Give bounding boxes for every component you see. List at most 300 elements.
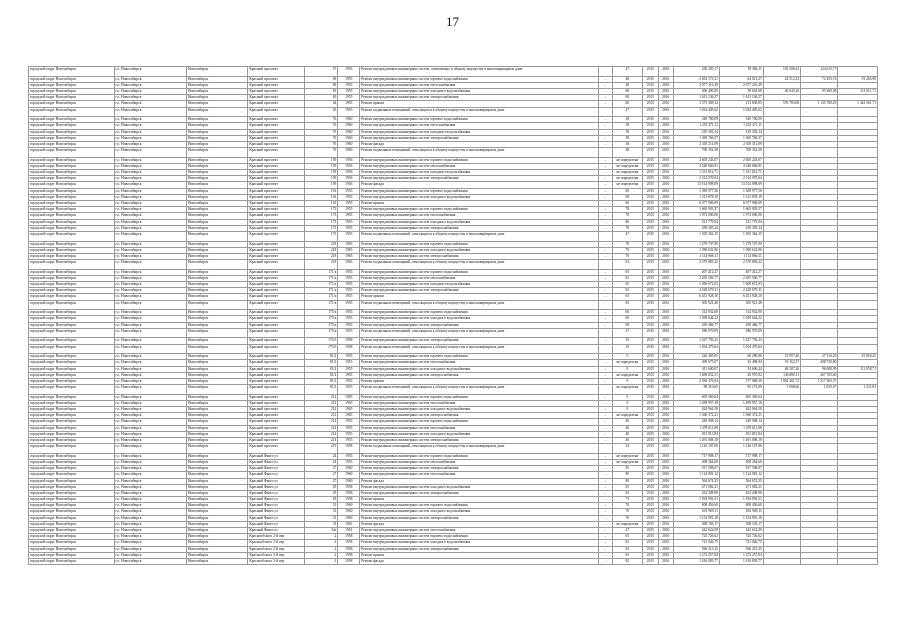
cell-municipality: городской округ Новосибирск	[29, 269, 115, 275]
cell-cost-3: 267 765,40	[801, 372, 838, 378]
cell-town: Новосибирск	[186, 413, 247, 419]
cell-dash: –	[599, 129, 612, 135]
cell-wear: 70	[612, 503, 643, 509]
cell-wear: 27	[612, 328, 643, 338]
cell-house: 214	[305, 419, 338, 425]
cell-year: 1955	[338, 316, 360, 322]
cell-year: 1958	[338, 534, 360, 540]
cell-street: Красный проспект	[248, 260, 305, 270]
cell-work-type: Ремонт внутридомовых инженерных систем холодного водоснабжения	[360, 509, 599, 515]
cell-city: г.о. Новосибирск	[114, 490, 186, 496]
cell-dash: –	[599, 431, 612, 437]
cell-dash: –	[599, 135, 612, 141]
cell-house: 24	[305, 453, 338, 459]
cell-house: 175/а	[305, 328, 338, 338]
cell-municipality: городской округ Новосибирск	[29, 419, 115, 425]
cell-dash: –	[599, 413, 612, 419]
cell-city: г.о. Новосибирск	[114, 213, 186, 219]
cell-wear: 40	[612, 425, 643, 431]
cell-cost-1: 725 726,62	[719, 534, 763, 540]
cell-year-end: 2016	[658, 484, 673, 490]
cell-town: Новосибирск	[186, 360, 247, 366]
cell-municipality: городской округ Новосибирск	[29, 157, 115, 163]
cell-city: г.о. Новосибирск	[114, 207, 186, 213]
cell-year-start: 2015	[643, 413, 658, 419]
cell-house: 212	[305, 413, 338, 419]
cell-wear: 65	[612, 300, 643, 310]
cell-work-type: Ремонт внутридомовых инженерных систем теплоснабжения	[360, 472, 599, 478]
cell-cost-1: 64 013,27	[719, 76, 763, 82]
cell-year: 1965	[338, 253, 360, 259]
cell-municipality: городской округ Новосибирск	[29, 95, 115, 101]
cell-town: Новосибирск	[186, 95, 247, 101]
cell-work-type: Ремонт внутридомовых инженерных систем электроснабжения	[360, 413, 599, 419]
cell-total-cost: 1 034 479,64	[673, 344, 719, 354]
cell-street: Красный проспект	[248, 360, 305, 366]
cell-dash: –	[599, 437, 612, 443]
cell-wear: 64	[612, 260, 643, 270]
cell-total-cost: 1 272 257,84	[673, 552, 719, 558]
cell-year-start: 2015	[643, 260, 658, 270]
cell-wear: 65	[612, 275, 643, 281]
table-row	[29, 444, 878, 454]
cell-wear: 70	[612, 253, 643, 259]
cell-dash: –	[599, 269, 612, 275]
cell-year-start: 2015	[643, 157, 658, 163]
cell-year-start: 2015	[643, 407, 658, 413]
cell-town: Новосибирск	[186, 170, 247, 176]
cell-work-type: Ремонт внутридомовых инженерных систем, отвечающих к общему имуществу в многоквартирном доме	[360, 67, 599, 77]
cell-town: Новосибирск	[186, 466, 247, 472]
cell-year-end: 2016	[658, 219, 673, 225]
cell-street: Красный проспект	[248, 129, 305, 135]
cell-year-start: 2015	[643, 141, 658, 147]
cell-house: 76	[305, 141, 338, 147]
cell-municipality: городской округ Новосибирск	[29, 372, 115, 378]
cell-total-cost: 2 077 216,49	[673, 82, 719, 88]
cell-city: г.о. Новосибирск	[114, 372, 186, 378]
cell-street: Красный проспект	[248, 176, 305, 182]
cell-year: 1955	[338, 219, 360, 225]
cell-year-start: 2015	[643, 378, 658, 384]
cell-work-type: Ремонт внутридомовых инженерных систем горячего водоснабжения	[360, 419, 599, 425]
cell-year-start: 2015	[643, 129, 658, 135]
cell-year-end: 2016	[658, 76, 673, 82]
cell-dash: –	[599, 82, 612, 88]
cell-street: Красный проспект	[248, 194, 305, 200]
cell-cost-1: 608 456,60	[719, 503, 763, 509]
cell-work-type: Ремонт внутридомовых инженерных систем холодного водоснабжения	[360, 247, 599, 253]
cell-house: 81/2	[305, 366, 338, 372]
cell-wear: 38	[612, 141, 643, 147]
cell-municipality: городской округ Новосибирск	[29, 82, 115, 88]
cell-municipality: городской округ Новосибирск	[29, 534, 115, 540]
cell-dash: –	[599, 540, 612, 546]
cell-municipality: городской округ Новосибирск	[29, 366, 115, 372]
cell-house: 212	[305, 407, 338, 413]
cell-dash: –	[599, 558, 612, 564]
cell-total-cost: 306 490,00	[673, 88, 719, 94]
cell-total-cost: 305 921,48	[673, 300, 719, 310]
cell-total-cost: 717 908,17	[673, 453, 719, 459]
cell-city: г.о. Новосибирск	[114, 509, 186, 515]
cell-year: 1955	[338, 354, 360, 360]
cell-year-start: 2015	[643, 552, 658, 558]
cell-municipality: городской округ Новосибирск	[29, 354, 115, 360]
cell-cost-1: 20 970,82	[719, 372, 763, 378]
cell-dash: –	[599, 360, 612, 366]
cell-year-end: 2016	[658, 419, 673, 425]
cell-dash: –	[599, 490, 612, 496]
cell-cost-1: 450 466,77	[719, 322, 763, 328]
cell-year-start: 2015	[643, 170, 658, 176]
cell-year-start: 2015	[643, 400, 658, 406]
cell-town: Новосибирск	[186, 101, 247, 107]
cell-house: 29	[305, 490, 338, 496]
cell-dash: –	[599, 366, 612, 372]
cell-town: Новосибирск	[186, 437, 247, 443]
cell-year-end: 2016	[658, 444, 673, 454]
cell-house: 31	[305, 509, 338, 515]
cell-cost-1: 1 313 878,19	[719, 194, 763, 200]
cell-municipality: городской округ Новосибирск	[29, 260, 115, 270]
cell-cost-3: 1 217 365,37	[801, 378, 838, 384]
cell-dash: –	[599, 176, 612, 182]
cell-cost-4	[838, 67, 878, 77]
cell-total-cost: 262 964,58	[673, 407, 719, 413]
cell-street: Красный проспект	[248, 300, 305, 310]
cell-municipality: городской округ Новосибирск	[29, 231, 115, 241]
cell-year: 1958	[338, 490, 360, 496]
cell-year: 1955	[338, 88, 360, 94]
cell-town: Новосибирск	[186, 444, 247, 454]
cell-total-cost: 1 369 766,57	[673, 135, 719, 141]
cell-total-cost: 1 416 003,77	[673, 558, 719, 564]
cell-house: 173	[305, 219, 338, 225]
cell-municipality: городской округ Новосибирск	[29, 328, 115, 338]
cell-year: 1958	[338, 552, 360, 558]
cell-year-end: 2016	[658, 182, 673, 188]
cell-year-start: 2015	[643, 288, 658, 294]
cell-city: г.о. Новосибирск	[114, 260, 186, 270]
cell-cost-2	[763, 260, 800, 270]
cell-work-type: Ремонт подвальных помещений, относящихся к общему имуществу в многоквартирном доме	[360, 328, 599, 338]
cell-dash: –	[599, 213, 612, 219]
cell-municipality: городской округ Новосибирск	[29, 219, 115, 225]
cell-municipality: городской округ Новосибирск	[29, 170, 115, 176]
cell-cost-4	[838, 260, 878, 270]
cell-year-start: 2015	[643, 310, 658, 316]
cell-work-type: Ремонт внутридомовых инженерных систем холодного водоснабжения	[360, 194, 599, 200]
cell-wear: 65	[612, 288, 643, 294]
cell-total-cost: 605 369,64	[673, 394, 719, 400]
cell-house: 171/а	[305, 294, 338, 300]
cell-house: 81/2	[305, 360, 338, 366]
cell-municipality: городской округ Новосибирск	[29, 163, 115, 169]
cell-wear: 65	[612, 282, 643, 288]
cell-year-end: 2016	[658, 378, 673, 384]
cell-municipality: городской округ Новосибирск	[29, 117, 115, 123]
cell-town: Новосибирск	[186, 509, 247, 515]
cell-town: Новосибирск	[186, 200, 247, 206]
cell-municipality: городской округ Новосибирск	[29, 225, 115, 231]
cell-town: Новосибирск	[186, 225, 247, 231]
cell-street: Красный проспект	[248, 123, 305, 129]
cell-house: 2	[305, 540, 338, 546]
cell-cost-4	[838, 231, 878, 241]
cell-town: Новосибирск	[186, 552, 247, 558]
cell-cost-1: 314 932,00	[719, 310, 763, 316]
cell-town: Новосибирск	[186, 472, 247, 478]
cell-street: Красный проспект	[248, 148, 305, 158]
cell-street: Красный проспект	[248, 400, 305, 406]
cell-dash: –	[599, 503, 612, 509]
cell-street: Красный Факел ул	[248, 509, 305, 515]
cell-street: Красный проспект	[248, 322, 305, 328]
cell-year: 1955	[338, 431, 360, 437]
cell-dash: –	[599, 316, 612, 322]
cell-year-end: 2016	[658, 338, 673, 344]
cell-town: Новосибирск	[186, 407, 247, 413]
cell-cost-1: 6 077 906,09	[719, 200, 763, 206]
cell-street: Красный проспект	[248, 76, 305, 82]
cell-wear: 47	[612, 528, 643, 534]
cell-cost-2	[763, 231, 800, 241]
cell-street: Красный проспект	[248, 135, 305, 141]
cell-work-type: Ремонт внутридомовых инженерных систем горячего водоснабжения	[360, 188, 599, 194]
table-row	[29, 385, 878, 395]
cell-town: Новосибирск	[186, 67, 247, 77]
cell-house: 171/а	[305, 275, 338, 281]
cell-year: 1955	[338, 372, 360, 378]
cell-year-start: 2015	[643, 107, 658, 117]
cell-year-start: 2015	[643, 372, 658, 378]
cell-wear: не определена	[612, 170, 643, 176]
cell-cost-4	[838, 328, 878, 338]
cell-cost-2: 91 352,37	[763, 360, 800, 366]
cell-work-type: Ремонт фасада	[360, 478, 599, 484]
cell-dash: –	[599, 294, 612, 300]
cell-work-type: Ремонт внутридомовых инженерных систем горячего водоснабжения	[360, 503, 599, 509]
cell-year-end: 2016	[658, 260, 673, 270]
cell-year: 1955	[338, 275, 360, 281]
cell-year-end: 2016	[658, 135, 673, 141]
cell-year: 1965	[338, 241, 360, 247]
cell-year-end: 2016	[658, 413, 673, 419]
cell-city: г.о. Новосибирск	[114, 425, 186, 431]
cell-year-start: 2015	[643, 282, 658, 288]
cell-municipality: городской округ Новосибирск	[29, 478, 115, 484]
cell-year-start: 2015	[643, 241, 658, 247]
cell-total-cost: 1 665 903,57	[673, 207, 719, 213]
cell-total-cost: 564 674,35	[673, 478, 719, 484]
cell-street: Красный проспект	[248, 372, 305, 378]
cell-work-type: Ремонт крыши	[360, 200, 599, 206]
cell-wear: 73	[612, 497, 643, 503]
cell-year: 1960	[338, 129, 360, 135]
cell-municipality: городской округ Новосибирск	[29, 253, 115, 259]
cell-municipality: городской округ Новосибирск	[29, 528, 115, 534]
cell-year-end: 2016	[658, 540, 673, 546]
cell-house: 218	[305, 253, 338, 259]
cell-city: г.о. Новосибирск	[114, 413, 186, 419]
cell-wear: 70	[612, 515, 643, 521]
cell-cost-1: 1 279 747,90	[719, 241, 763, 247]
cell-year-end: 2016	[658, 200, 673, 206]
cell-wear: 0	[612, 366, 643, 372]
cell-year-end: 2016	[658, 231, 673, 241]
cell-house: 159	[305, 176, 338, 182]
cell-city: г.о. Новосибирск	[114, 247, 186, 253]
cell-year-start: 2015	[643, 503, 658, 509]
cell-year-end: 2016	[658, 117, 673, 123]
cell-town: Новосибирск	[186, 515, 247, 521]
cell-cost-1: 566 215,25	[719, 546, 763, 552]
cell-municipality: городской округ Новосибирск	[29, 300, 115, 310]
cell-year: 1955	[338, 207, 360, 213]
cell-year: 1955	[338, 269, 360, 275]
cell-street: Краснообского 2-й пер	[248, 534, 305, 540]
cell-year: 1955	[338, 300, 360, 310]
cell-house: 69	[305, 82, 338, 88]
cell-wear: 60	[612, 200, 643, 206]
cell-street: Красный проспект	[248, 378, 305, 384]
cell-street: Красный проспект	[248, 407, 305, 413]
cell-street: Красный проспект	[248, 88, 305, 94]
cell-year-start: 2015	[643, 546, 658, 552]
cell-street: Красный проспект	[248, 101, 305, 107]
cell-year-end: 2016	[658, 176, 673, 182]
cell-cost-1: 308 103,17	[719, 521, 763, 527]
cell-cost-1: 4 548 666,81	[719, 163, 763, 169]
cell-year-end: 2016	[658, 466, 673, 472]
cell-wear: 60	[612, 194, 643, 200]
cell-year: 1956	[338, 176, 360, 182]
cell-town: Новосибирск	[186, 253, 247, 259]
cell-dash: –	[599, 400, 612, 406]
cell-town: Новосибирск	[186, 459, 247, 465]
cell-work-type: Ремонт внутридомовых инженерных систем горячего водоснабжения	[360, 157, 599, 163]
cell-wear: не определена	[612, 176, 643, 182]
cell-year-start: 2015	[643, 322, 658, 328]
cell-wear: 80	[612, 478, 643, 484]
cell-house: 161	[305, 194, 338, 200]
cell-total-cost: 419 302,14	[673, 129, 719, 135]
cell-dash: –	[599, 123, 612, 129]
cell-year: 1955	[338, 188, 360, 194]
cell-house: 214	[305, 437, 338, 443]
cell-cost-1: 1 058 644,22	[719, 316, 763, 322]
cell-house: 81/2	[305, 385, 338, 395]
cell-year-start: 2015	[643, 182, 658, 188]
cell-cost-1: 2 305 311,09	[719, 141, 763, 147]
cell-city: г.о. Новосибирск	[114, 67, 186, 77]
cell-cost-1: 1 034 405,62	[719, 107, 763, 117]
cell-town: Новосибирск	[186, 107, 247, 117]
cell-year-start: 2015	[643, 521, 658, 527]
cell-municipality: городской округ Новосибирск	[29, 76, 115, 82]
cell-municipality: городской округ Новосибирск	[29, 288, 115, 294]
table-row	[29, 328, 878, 338]
cell-dash: –	[599, 509, 612, 515]
cell-wear: 85	[612, 466, 643, 472]
cell-dash: –	[599, 253, 612, 259]
cell-year-end: 2016	[658, 123, 673, 129]
cell-cost-1: 2 077 216,49	[719, 82, 763, 88]
cell-wear: не определена	[612, 360, 643, 366]
cell-wear: 80	[612, 472, 643, 478]
cell-house: 173	[305, 231, 338, 241]
cell-total-cost: 1 126 107,06	[673, 444, 719, 454]
cell-year-end: 2016	[658, 170, 673, 176]
cell-town: Новосибирск	[186, 528, 247, 534]
cell-city: г.о. Новосибирск	[114, 338, 186, 344]
cell-house: 173	[305, 213, 338, 219]
cell-cost-1: 58 654,68	[719, 88, 763, 94]
cell-cost-4	[838, 444, 878, 454]
cell-total-cost: 741 026,75	[673, 540, 719, 546]
cell-dash: –	[599, 141, 612, 147]
cell-total-cost: 608 456,60	[673, 503, 719, 509]
cell-year: 1958	[338, 344, 360, 354]
cell-year-end: 2016	[658, 509, 673, 515]
cell-cost-4: 1 231,83	[838, 385, 878, 395]
cell-street: Красный проспект	[248, 241, 305, 247]
cell-year-start: 2015	[643, 558, 658, 564]
cell-year-start: 2015	[643, 360, 658, 366]
cell-wear: не определена	[612, 163, 643, 169]
cell-house: 171/а	[305, 300, 338, 310]
cell-year-end: 2016	[658, 213, 673, 219]
cell-year-end: 2016	[658, 310, 673, 316]
cell-house: 175/а	[305, 316, 338, 322]
cell-town: Новосибирск	[186, 453, 247, 459]
cell-year: 1956	[338, 182, 360, 188]
cell-town: Новосибирск	[186, 207, 247, 213]
cell-cost-3	[801, 344, 838, 354]
cell-total-cost: 411 600,07	[673, 366, 719, 372]
cell-total-cost: 2 370 883,22	[673, 260, 719, 270]
cell-year: 1955	[338, 76, 360, 82]
cell-cost-1: 349 700,09	[719, 117, 763, 123]
cell-dash: –	[599, 101, 612, 107]
cell-cost-1: 458 305,24	[719, 225, 763, 231]
cell-town: Новосибирск	[186, 219, 247, 225]
cell-cost-1: 1 253 471,11	[719, 123, 763, 129]
cell-city: г.о. Новосибирск	[114, 282, 186, 288]
cell-cost-1: 391 815,84	[719, 431, 763, 437]
cell-total-cost: 1 279 747,90	[673, 241, 719, 247]
cell-house: 175/а	[305, 310, 338, 316]
cell-year-start: 2015	[643, 123, 658, 129]
cell-year-end: 2016	[658, 194, 673, 200]
cell-city: г.о. Новосибирск	[114, 294, 186, 300]
cell-street: Краснообского 2-й пер	[248, 546, 305, 552]
cell-year-start: 2015	[643, 509, 658, 515]
cell-street: Красный Факел ул	[248, 472, 305, 478]
table-row	[29, 231, 878, 241]
cell-year: 1955	[338, 378, 360, 384]
cell-work-type: Ремонт подвальных помещений, относящихся к общему имуществу в многоквартирном доме	[360, 385, 599, 395]
cell-city: г.о. Новосибирск	[114, 300, 186, 310]
cell-municipality: городской округ Новосибирск	[29, 546, 115, 552]
cell-city: г.о. Новосибирск	[114, 515, 186, 521]
cell-dash	[599, 444, 612, 454]
cell-wear: 65	[612, 540, 643, 546]
cell-municipality: городской округ Новосибирск	[29, 425, 115, 431]
cell-total-cost: 1 114 866,11	[673, 253, 719, 259]
cell-cost-1: 2 370 883,22	[719, 260, 763, 270]
